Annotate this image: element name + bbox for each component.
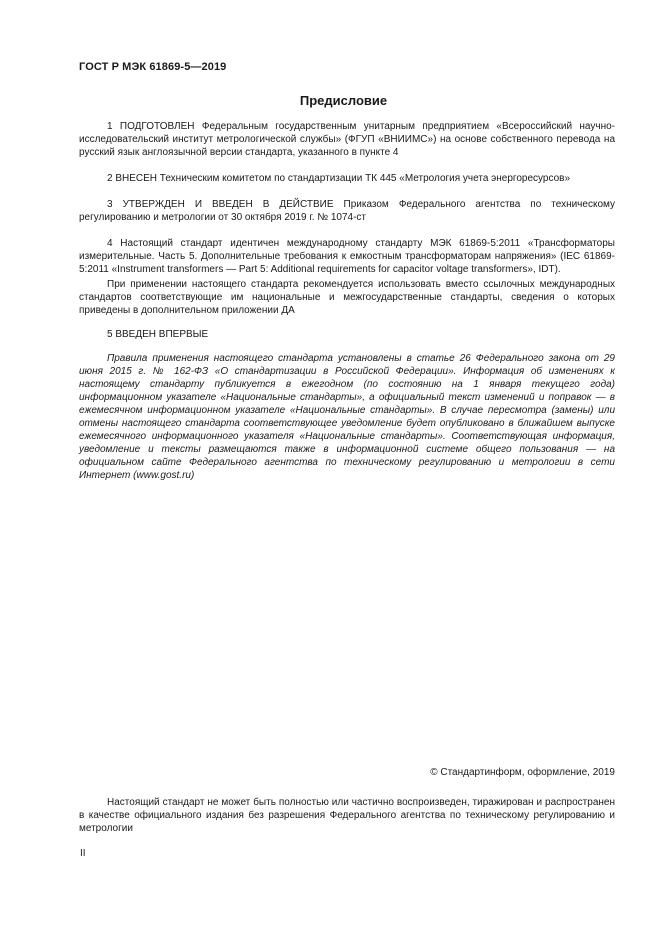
paragraph-5: 5 ВВЕДЕН ВПЕРВЫЕ [107, 329, 209, 340]
paragraph-3: 3 УТВЕРЖДЕН И ВВЕДЕН В ДЕЙСТВИЕ Приказом Федерального агентства по техническому регулированию и метрологии от 30 октября 2019 г. № 1074-ст [79, 199, 615, 223]
paragraph-usage-rules: Правила применения настоящего стандарта установлены в статье 26 Федерального закона от 29 июня 2015 г. № 162-ФЗ «О стандартизации в Российской Федерации». Информация об изменениях к настоящему стандарту публикуется в ежегодном (по состоянию на 1 января текущего года) информационном указателе «Национальные стандарты», а официальный текст изменений и поправок — в ежемесячном информационном указателе «Национальные стандарты». В случае пересмотра (замены) или отмены настоящего стандарта соответствующее уведомление будет опубликовано в ближайшем выпуске ежемесячного информационного указателя «Национальные стандарты». Соответствующая информация, уведомление и тексты размещаются также в информационной системе общего пользования — на официальном сайте Федерального агентства по техническому регулированию и метрологии в сети Интернет (www.gost.ru) [79, 353, 615, 481]
paragraph-4: 4 Настоящий стандарт идентичен международному стандарту МЭК 61869-5:2011 «Трансформаторы измерительные. Часть 5. Дополнительные требования к емкостным трансформаторам напряжения» (IEC 61869-5:2011 «Instrument transformers — Part 5: Additional requirements for capacitor voltage transformers», IDT). [79, 238, 615, 275]
page-number: II [80, 848, 86, 859]
reproduction-notice: Настоящий стандарт не может быть полностью или частично воспроизведен, тиражирован и распространен в качестве официального издания без разрешения Федерального агентства по техническому регулированию и метрологии [79, 797, 615, 834]
paragraph-4-note: При применении настоящего стандарта рекомендуется использовать вместо ссылочных международных стандартов соответствующие им национальные и межгосударственные стандарты, сведения о которых приведены в дополнительном приложении ДА [79, 279, 615, 316]
page-title-text: Предисловие [299, 93, 388, 108]
foreword-content [79, 120, 615, 482]
paragraph-2: 2 ВНЕСЕН Техническим комитетом по стандартизации ТК 445 «Метрология учета энергоресурсов» [107, 173, 571, 184]
copyright-notice: © Стандартинформ, оформление, 2019 [430, 767, 615, 778]
paragraph-1: 1 ПОДГОТОВЛЕН Федеральным государственным унитарным предприятием «Всероссийский научно-исследовательский институт метрологической службы» (ФГУП «ВНИИМС») на основе собственного перевода на русский язык англоязычной версии стандарта, указанного в пункте 4 [79, 121, 615, 158]
document-code-header: ГОСТ Р МЭК 61869-5—2019 [79, 61, 227, 73]
page-title [0, 93, 661, 108]
